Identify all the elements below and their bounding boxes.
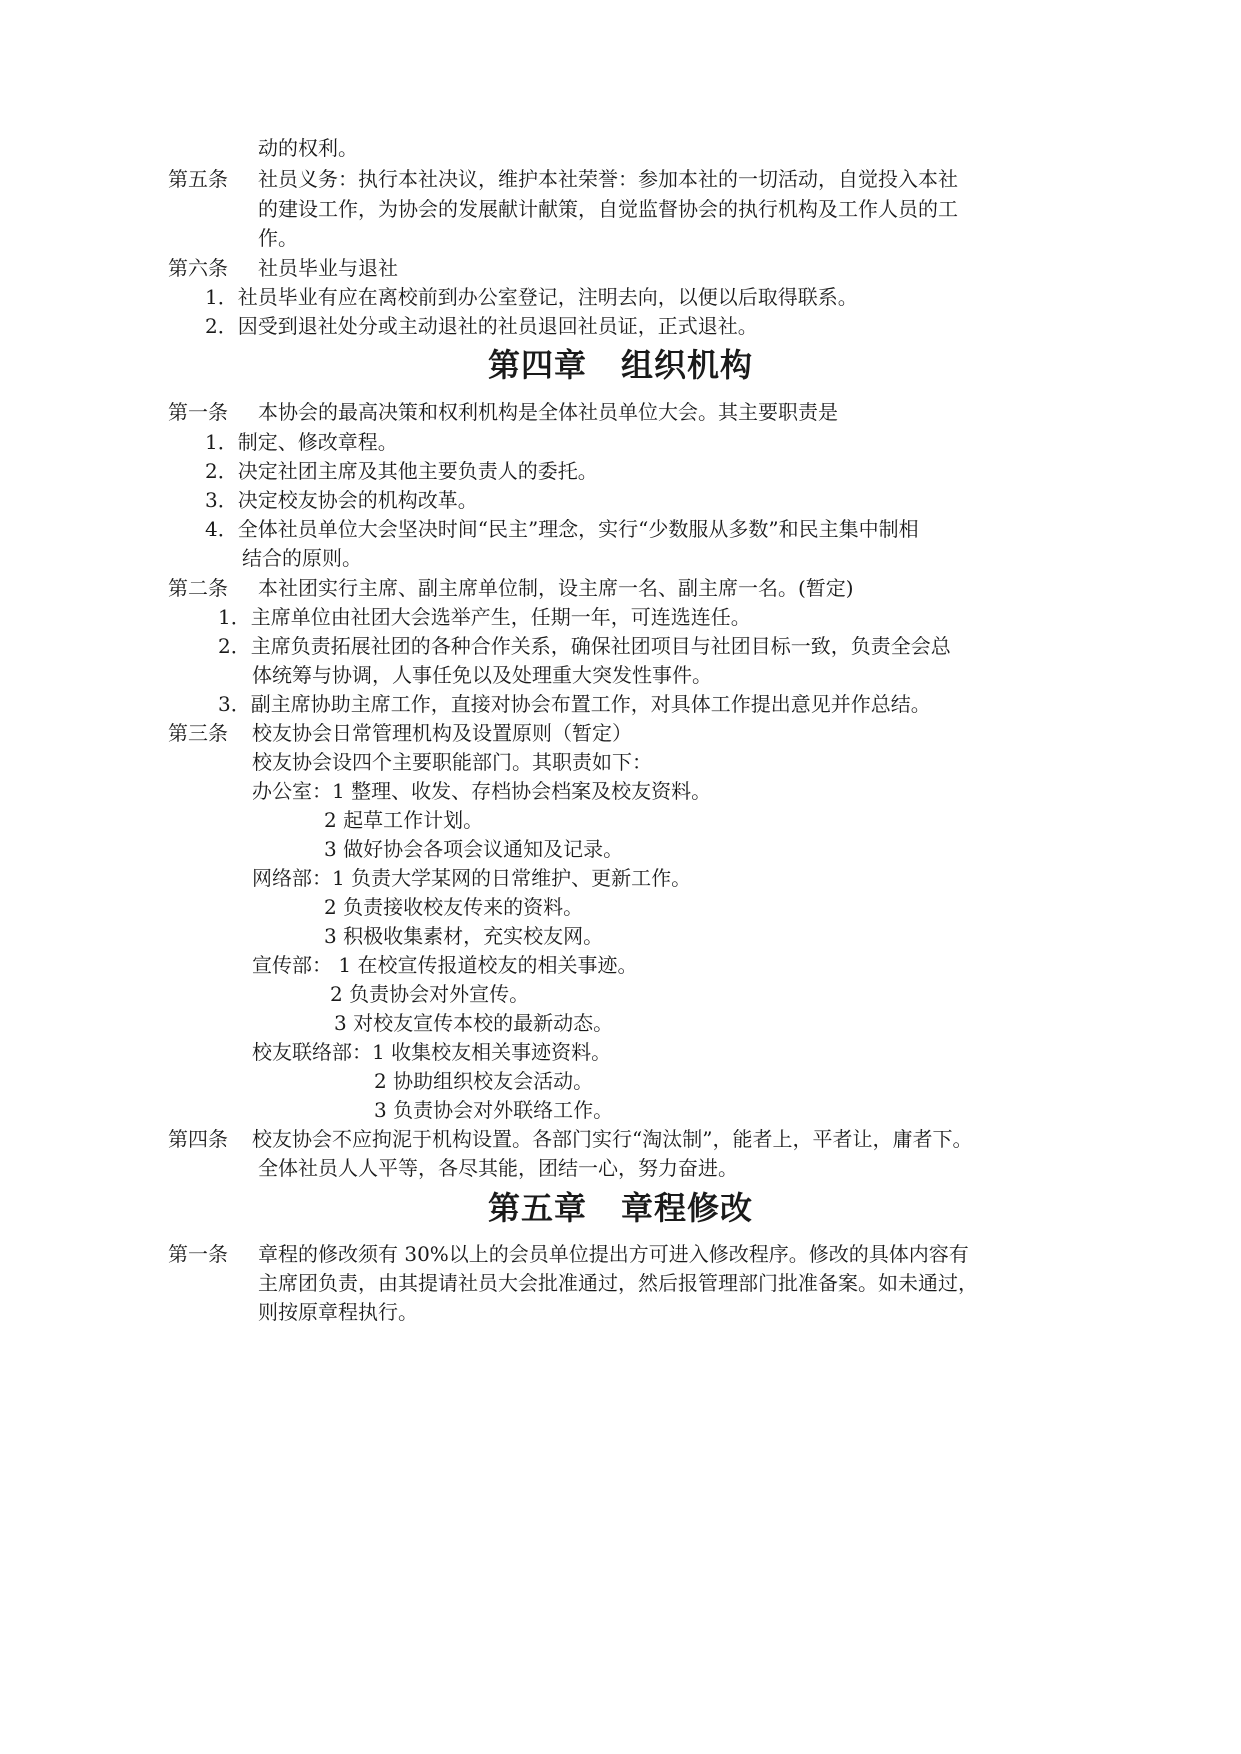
department-duty: 网络部：1 负责大学某网的日常维护、更新工作。	[252, 866, 692, 890]
chapter-title: 组织机构	[621, 346, 754, 384]
article-number: 第三条	[168, 721, 228, 745]
text-line: 结合的原则。	[242, 546, 362, 570]
text-line: 作。	[258, 226, 298, 250]
chapter-number: 第四章	[487, 346, 587, 384]
department-duty: 2 负责协会对外宣传。	[330, 982, 530, 1006]
text-line: 的建设工作，为协会的发展献计献策，自觉监督协会的执行机构及工作人员的工	[258, 197, 958, 221]
list-item: 4．全体社员单位大会坚决时间“民主”理念，实行“少数服从多数”和民主集中制相	[205, 517, 919, 541]
department-duty: 校友联络部：1 收集校友相关事迹资料。	[252, 1040, 612, 1064]
department-duty: 宣传部： 1 在校宣传报道校友的相关事迹。	[252, 953, 638, 977]
text-line: 校友协会设四个主要职能部门。其职责如下：	[252, 750, 652, 774]
article-text: 本社团实行主席、副主席单位制，设主席一名、副主席一名。(暂定)	[258, 576, 854, 600]
list-item: 3．决定校友协会的机构改革。	[205, 488, 478, 512]
article-number: 第六条	[168, 256, 228, 280]
article-number: 第一条	[168, 400, 228, 424]
article-text: 校友协会不应拘泥于机构设置。各部门实行“淘汰制”，能者上，平者让，庸者下。	[252, 1127, 973, 1151]
article-text: 社员义务：执行本社决议，维护本社荣誉：参加本社的一切活动，自觉投入本社	[258, 167, 958, 191]
list-item: 3．副主席协助主席工作，直接对协会布置工作，对具体工作提出意见并作总结。	[218, 692, 931, 716]
department-duty: 2 起草工作计划。	[324, 808, 484, 832]
department-duty: 办公室：1 整理、收发、存档协会档案及校友资料。	[252, 779, 712, 803]
list-item: 1．社员毕业有应在离校前到办公室登记，注明去向，以便以后取得联系。	[205, 285, 858, 309]
chapter-title: 章程修改	[621, 1189, 754, 1227]
chapter-heading	[0, 1188, 1241, 1228]
article-number: 第二条	[168, 576, 228, 600]
article-number: 第一条	[168, 1242, 228, 1266]
text-line: 体统筹与协调，人事任免以及处理重大突发性事件。	[252, 663, 712, 687]
text-line: 则按原章程执行。	[258, 1300, 418, 1324]
text-line: 全体社员人人平等，各尽其能，团结一心，努力奋进。	[258, 1156, 738, 1180]
department-duty: 3 对校友宣传本校的最新动态。	[334, 1011, 614, 1035]
department-duty: 2 负责接收校友传来的资料。	[324, 895, 584, 919]
list-item: 1．制定、修改章程。	[205, 430, 398, 454]
department-duty: 3 积极收集素材，充实校友网。	[324, 924, 604, 948]
article-text: 校友协会日常管理机构及设置原则（暂定）	[252, 721, 632, 745]
article-number: 第五条	[168, 167, 228, 191]
list-item: 1．主席单位由社团大会选举产生，任期一年，可连选连任。	[218, 605, 751, 629]
article-text: 本协会的最高决策和权利机构是全体社员单位大会。其主要职责是	[258, 400, 838, 424]
article-text: 社员毕业与退社	[258, 256, 398, 280]
list-item: 2．主席负责拓展社团的各种合作关系，确保社团项目与社团目标一致，负责全会总	[218, 634, 951, 658]
article-text: 章程的修改须有 30%以上的会员单位提出方可进入修改程序。修改的具体内容有	[258, 1242, 969, 1266]
department-duty: 3 负责协会对外联络工作。	[374, 1098, 614, 1122]
department-duty: 3 做好协会各项会议通知及记录。	[324, 837, 624, 861]
chapter-number: 第五章	[487, 1189, 587, 1227]
list-item: 2．因受到退社处分或主动退社的社员退回社员证，正式退社。	[205, 314, 758, 338]
list-item: 2．决定社团主席及其他主要负责人的委托。	[205, 459, 598, 483]
chapter-heading	[0, 345, 1241, 385]
text-line: 动的权利。	[258, 136, 358, 160]
article-number: 第四条	[168, 1127, 228, 1151]
department-duty: 2 协助组织校友会活动。	[374, 1069, 594, 1093]
text-line: 主席团负责，由其提请社员大会批准通过，然后报管理部门批准备案。如未通过，	[258, 1271, 978, 1295]
